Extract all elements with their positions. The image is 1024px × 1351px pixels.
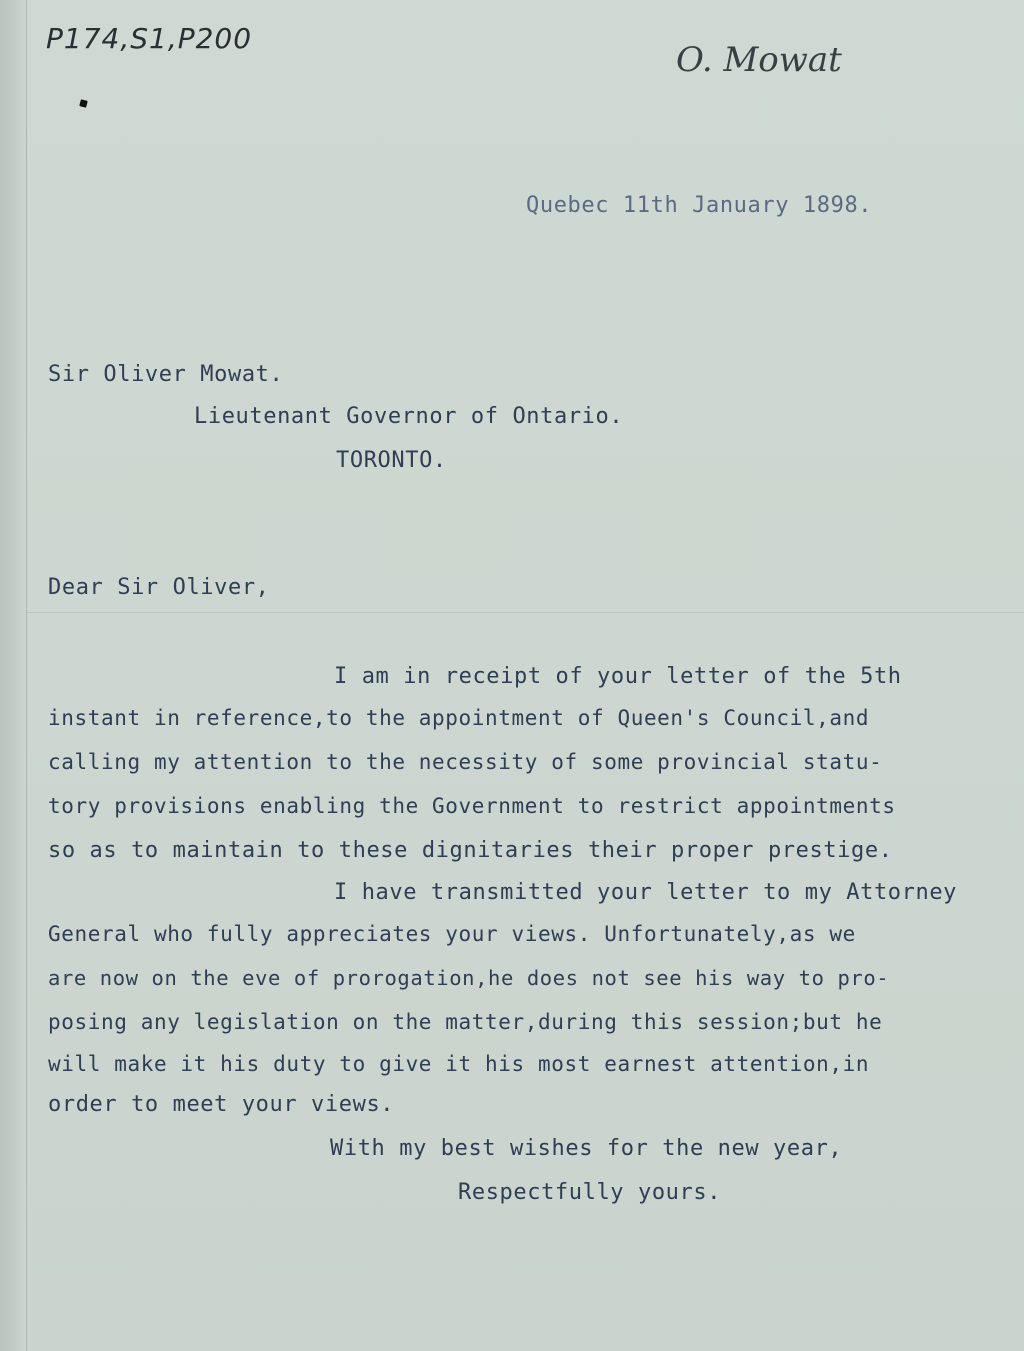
body-line: calling my attention to the necessity of some provincial statu- bbox=[48, 750, 883, 774]
dateline: Quebec 11th January 1898. bbox=[526, 193, 873, 218]
body-line: I am in receipt of your letter of the 5th bbox=[334, 664, 902, 689]
body-line: instant in reference,to the appointment of Queen's Council,and bbox=[48, 706, 870, 730]
recipient-name: Sir Oliver Mowat. bbox=[48, 362, 284, 387]
handwritten-name-note: O. Mowat bbox=[676, 40, 842, 80]
body-line: I have transmitted your letter to my Attorney bbox=[334, 880, 958, 905]
page-edge-shadow bbox=[0, 0, 27, 1351]
body-line: order to meet your views. bbox=[48, 1092, 395, 1117]
body-line: General who fully appreciates your views. Unfortunately,as we bbox=[48, 922, 856, 946]
body-line: are now on the eve of prorogation,he does not see his way to pro- bbox=[48, 966, 890, 990]
paper-fold-line bbox=[26, 612, 1024, 613]
sign-off: Respectfully yours. bbox=[458, 1180, 722, 1205]
recipient-title: Lieutenant Governor of Ontario. bbox=[194, 404, 624, 429]
recipient-city: TORONTO. bbox=[336, 448, 447, 473]
archive-reference-note: P174,S1,P200 bbox=[46, 22, 253, 55]
closing-wishes: With my best wishes for the new year, bbox=[330, 1136, 843, 1161]
body-line: posing any legislation on the matter,during this session;but he bbox=[48, 1010, 883, 1034]
ink-mark bbox=[79, 99, 88, 108]
body-line: so as to maintain to these dignitaries their proper prestige. bbox=[48, 838, 893, 863]
salutation: Dear Sir Oliver, bbox=[48, 575, 270, 600]
body-line: tory provisions enabling the Government to restrict appointments bbox=[48, 794, 896, 818]
body-line: will make it his duty to give it his most earnest attention,in bbox=[48, 1052, 870, 1076]
